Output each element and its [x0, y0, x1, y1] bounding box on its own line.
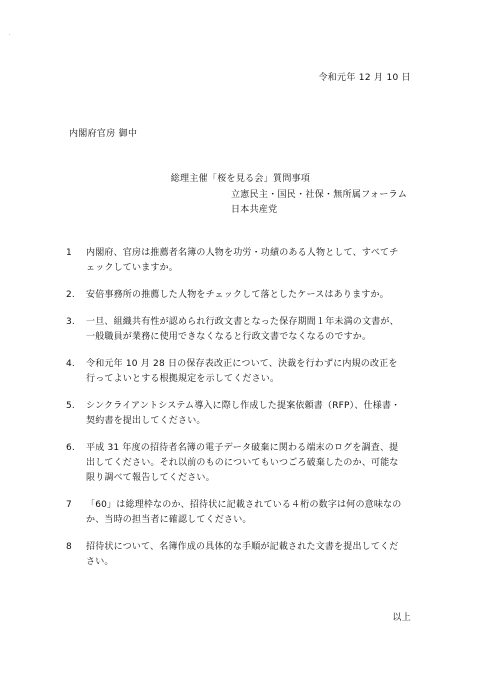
closing-mark: 以上: [392, 613, 411, 623]
question-number: 2.: [66, 290, 75, 300]
question-number: 6.: [66, 443, 75, 453]
question-text: 「60」は総理枠なのか、招待状に記載されている４桁の数字は何の意味なの か、当時の担当者に確認してください。: [86, 500, 402, 525]
question-item: [66, 441, 426, 486]
question-text: シンクライアントシステム導入に際し作成した提案依頼書（RFP）、仕様書・ 契約書を提出してください。: [86, 401, 401, 426]
question-text: 招待状について、名簿作成の具体的な手順が記載された文書を提出してくだ さい。: [86, 542, 399, 567]
question-text: 平成 31 年度の招待者名簿の電子データ破棄に関わる端末のログを調査、提 出してください。それ以前のものについてもいつごろ破棄したのか、可能な 限り調べて報告してください。: [86, 443, 399, 483]
question-item: [66, 288, 426, 303]
document-title: 総理主催「桜を見る会」質問事項: [170, 174, 311, 184]
question-number: 8: [66, 542, 72, 552]
question-text: 安倍事務所の推薦した人物をチェックして落としたケースはありますか。: [86, 290, 389, 300]
question-item: [66, 498, 426, 528]
question-text: 一旦、組織共有性が認められ行政文書となった保存期間１年未満の文書が、 一般職員が業務に使用できなくなると行政文書でなくなるのですか。: [86, 317, 399, 342]
submitters-block: [231, 188, 407, 218]
addressee: 内閣府官房 御中: [69, 129, 138, 139]
question-item: [66, 357, 426, 387]
question-text: 令和元年 10 月 28 日の保存表改正について、決裁を行わずに内規の改正を 行ってよいとする根拠規定を示してください。: [86, 359, 398, 384]
question-number: 7: [66, 500, 72, 510]
question-item: [66, 399, 426, 429]
question-item: [66, 540, 426, 570]
submitter-name: 立憲民主・国民・社保・無所属フォーラム: [231, 190, 408, 200]
question-item: [66, 315, 426, 345]
question-number: 3.: [66, 317, 75, 327]
document-date: 令和元年 12 月 10 日: [318, 73, 411, 83]
question-number: 5.: [66, 401, 75, 411]
question-list: [66, 246, 426, 582]
question-number: 1: [66, 248, 72, 258]
question-text: 内閣府、官房は推薦者名簿の人物を功労・功績のある人物として、すべてチ ェックしていますか。: [86, 248, 399, 273]
submitter-name: 日本共産党: [231, 205, 278, 215]
question-item: [66, 246, 426, 276]
question-number: 4.: [66, 359, 75, 369]
corner-mark: ·: [9, 32, 11, 38]
